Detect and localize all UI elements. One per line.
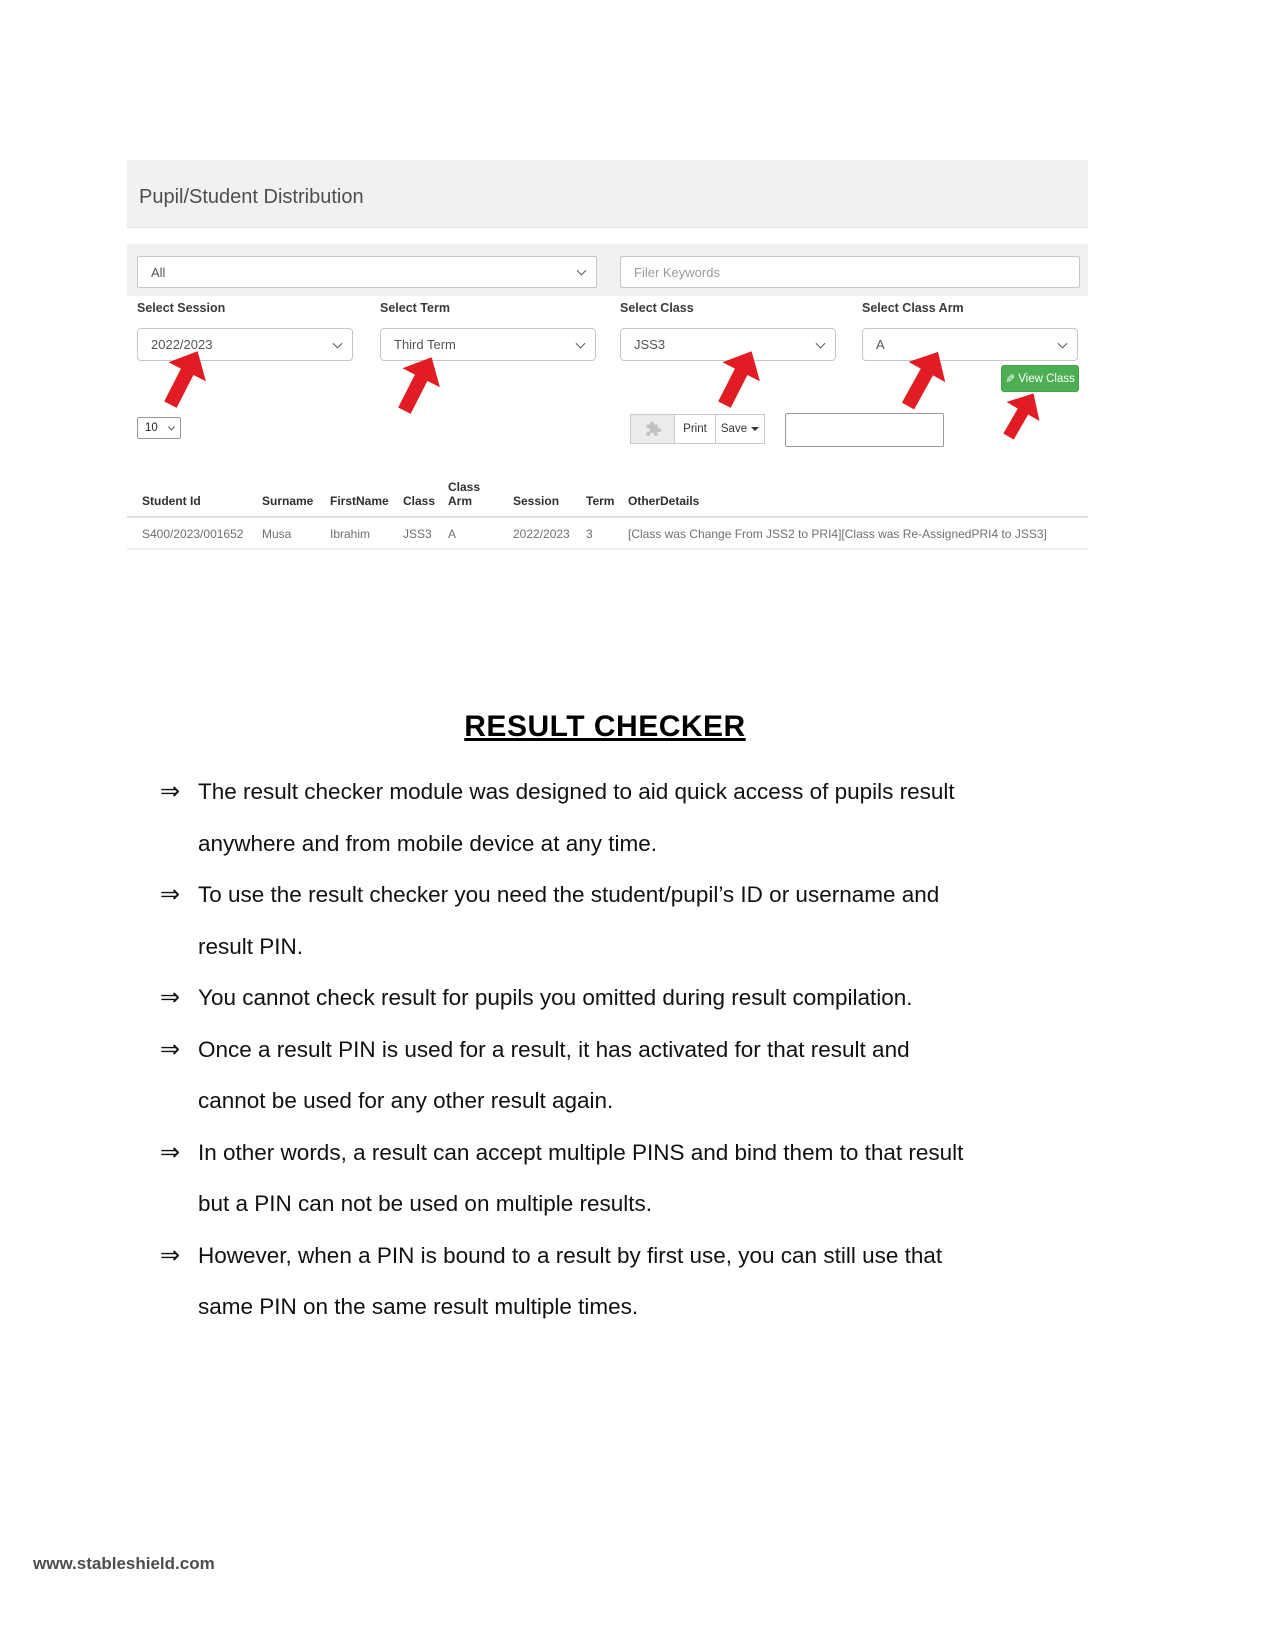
pencil-icon: ✎ [1005,371,1016,386]
all-filter-value: All [151,264,166,280]
page-title: Pupil/Student Distribution [139,186,364,208]
page-size-value: 10 [145,422,158,434]
column-header[interactable]: Class Arm [448,480,481,508]
select-term-label: Select Term [380,301,450,315]
chevron-down-icon [577,266,587,276]
panel-title-bar [127,160,1088,228]
column-header[interactable]: OtherDetails [628,494,700,508]
save-label: Save [720,423,748,435]
session-select-value: 2022/2023 [151,337,213,352]
bullet-item [160,972,1085,1024]
save-button[interactable] [715,414,765,444]
filter-keywords-input[interactable] [620,256,1080,288]
class-arm-select-value: A [876,337,885,352]
select-class-arm-label: Select Class Arm [862,301,964,315]
table-export-toolbar [630,414,765,444]
bullet-item [160,766,1085,869]
double-arrow-icon: ⇒ [160,1138,181,1166]
select-class-label: Select Class [620,301,694,315]
cell-firstname: Ibrahim [330,527,371,541]
class-select-value: JSS3 [634,337,666,352]
double-arrow-icon: ⇒ [160,881,181,908]
cell-class: JSS3 [403,527,432,541]
doc-heading-wrap [0,710,1210,744]
bullet-text: You cannot check result for pupils you omitted during result compilation. [198,985,913,1010]
print-button[interactable] [674,414,716,444]
term-select-value: Third Term [394,337,456,352]
cell-class-arm: A [448,527,457,541]
bullet-text: However, when a PIN is bound to a result by first use, you can still use that same PIN on the same result multiple times. [198,1242,943,1319]
column-header[interactable]: FirstName [330,494,389,508]
bullet-item [160,869,1085,972]
chevron-down-icon [333,338,343,348]
cell-session: 2022/2023 [513,527,570,541]
chevron-down-icon [576,338,586,348]
column-header[interactable]: Class [403,494,436,508]
puzzle-icon [644,420,662,438]
bullet-text: The result checker module was designed to aid quick access of pupils result anywhere and from mobile device at any time. [198,779,955,856]
column-header[interactable]: Student Id [142,494,201,508]
result-checker-bullet-list [160,766,1085,1333]
double-arrow-icon: ⇒ [160,1241,181,1269]
bullet-item [160,1127,1085,1230]
bullet-text: In other words, a result can accept multiple PINS and bind them to that result but a PIN can not be used on multiple results. [198,1139,964,1216]
double-arrow-icon: ⇒ [160,984,181,1011]
session-select[interactable] [137,328,353,361]
chevron-down-icon [816,338,826,348]
site-footer-url: www.stableshield.com [33,1554,215,1573]
cell-other-details: [Class was Change From JSS2 to PRI4][Class was Re-AssignedPRI4 to JSS3] [628,527,1047,541]
chevron-down-icon [168,423,175,430]
bullet-item [160,1024,1085,1127]
column-header[interactable]: Term [586,494,615,508]
all-filter-select[interactable] [137,256,597,288]
caret-down-icon [751,427,759,431]
double-arrow-icon: ⇒ [160,1035,181,1063]
page-size-select[interactable] [137,417,181,439]
cell-student-id: S400/2023/001652 [142,527,244,541]
bullet-text: To use the result checker you need the student/pupil’s ID or username and result PIN. [198,882,940,959]
view-class-button[interactable] [1001,365,1079,392]
extensions-button[interactable] [630,414,675,444]
chevron-down-icon [1058,338,1068,348]
bullet-text: Once a result PIN is used for a result, it has activated for that result and cannot be used for any other result again. [198,1036,910,1113]
cell-term: 3 [586,527,593,541]
table-search-input[interactable] [785,413,944,447]
select-session-label: Select Session [137,301,226,315]
column-header[interactable]: Session [513,494,560,508]
double-arrow-icon: ⇒ [160,778,181,805]
class-arm-select[interactable] [862,328,1078,361]
table-row[interactable] [127,520,1088,550]
table-header-row [127,458,1088,518]
column-header[interactable]: Surname [262,494,314,508]
result-checker-heading: RESULT CHECKER [464,710,746,743]
bullet-item [160,1230,1085,1333]
cell-surname: Musa [262,527,292,541]
view-class-label: View Class [1018,372,1075,385]
print-label: Print [683,423,707,435]
